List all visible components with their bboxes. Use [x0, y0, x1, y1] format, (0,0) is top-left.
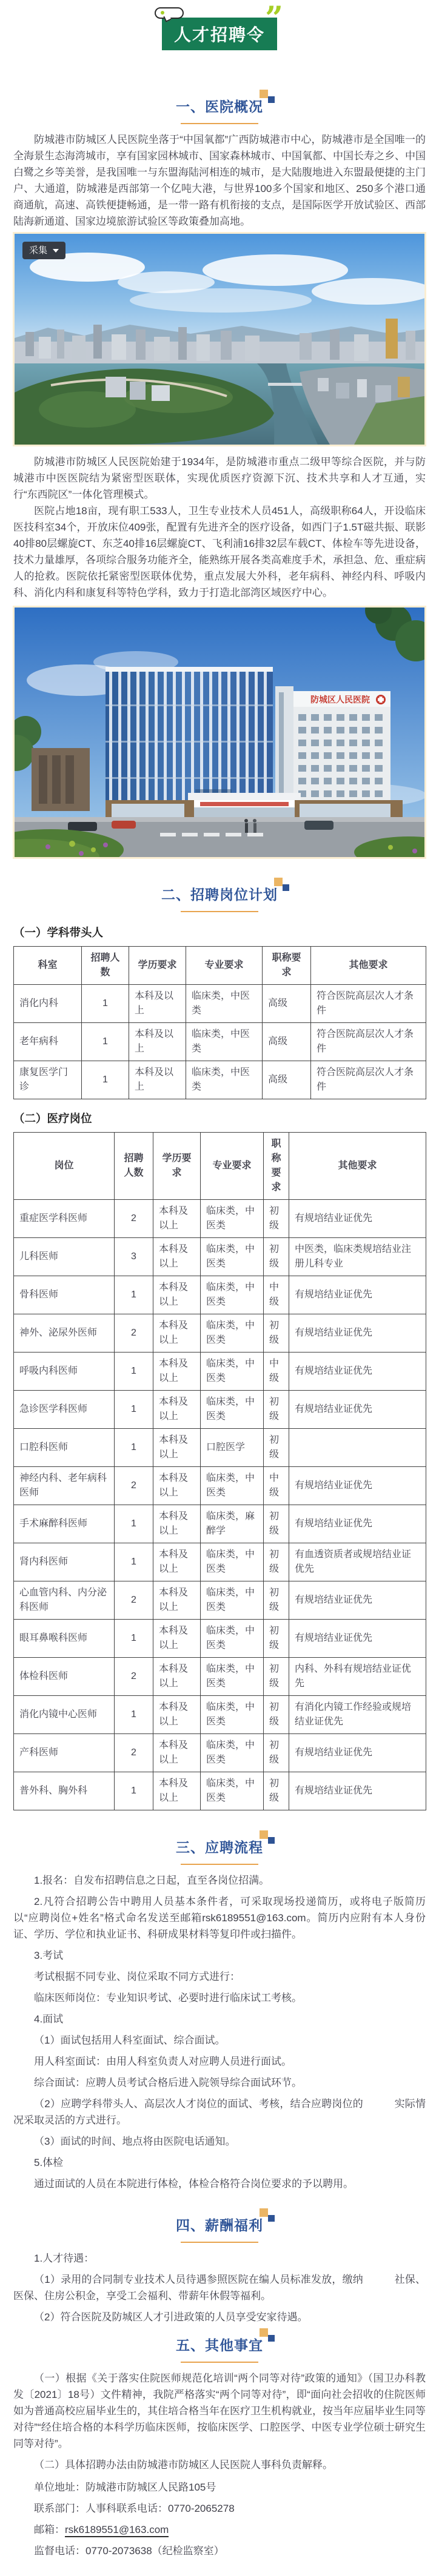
process-item: 综合面试：应聘人员考试合格后进入院领导综合面试环节。 — [34, 2077, 302, 2088]
process-item: 1.报名：自发布招聘信息之日起，直至各岗位招满。 — [34, 1875, 270, 1886]
table-row — [14, 1581, 426, 1620]
column-header: 招聘人数 — [82, 947, 129, 985]
other-item: （一）根据《关于落实住院医师规范化培训“两个同等对待”政策的通知》（国卫办科教发〔2021〕18号）文件精神，我院严格落实“两个同等对待”，即“面向社会招收的住院医师如为普通高校应届毕业生的，其住培合格当年在医疗卫生机构就业，按当年应届毕业生同等对待”“经住培合格的本科学历临床医师，按临床医学、口腔医学、中医专业学位硕士研究生同等对待”。 — [13, 2372, 426, 2449]
column-header: 其他要求 — [289, 1133, 426, 1200]
collect-button[interactable] — [22, 242, 65, 259]
table-cell: 有血透资质者或规培结业证优先 — [289, 1543, 426, 1581]
table-row — [14, 1620, 426, 1658]
hospital-illustration — [15, 608, 424, 857]
other-item: （二）具体招聘办法由防城港市防城区人民医院人事科负责解释。 — [34, 2459, 333, 2471]
table-cell: 本科及以上 — [153, 1353, 201, 1391]
title-underline — [181, 2242, 258, 2243]
section-heading: 四、薪酬福利 — [176, 2217, 263, 2233]
table-cell: 本科及以上 — [153, 1200, 201, 1238]
table-cell: 消化内科 — [14, 985, 82, 1023]
table-cell: 初级 — [264, 1505, 289, 1543]
process-item: 3.考试 — [34, 1950, 64, 1961]
table-row — [14, 1658, 426, 1696]
section-title-positions — [161, 886, 278, 912]
table-cell: 有规培结业证优先 — [289, 1276, 426, 1314]
table-cell: 有规培结业证优先 — [289, 1467, 426, 1505]
title-underline — [181, 1864, 258, 1865]
table-cell: 临床类，中医类 — [201, 1696, 264, 1734]
table-cell: 初级 — [264, 1772, 289, 1810]
table-row — [14, 1314, 426, 1353]
table-cell: 有规培结业证优先 — [289, 1391, 426, 1429]
column-header: 职称要求 — [263, 947, 311, 985]
table-cell: 临床类，中医类 — [201, 1467, 264, 1505]
collect-button-label: 采集 — [29, 245, 48, 256]
city-aerial-illustration — [15, 234, 424, 445]
table-cell: 高级 — [263, 1023, 311, 1061]
table-cell: 有规培结业证优先 — [289, 1505, 426, 1543]
table-cell: 2 — [115, 1581, 153, 1620]
table-row — [14, 1696, 426, 1734]
table-cell: 普外科、胸外科 — [14, 1772, 115, 1810]
leaders-table — [13, 946, 426, 1099]
table-row — [14, 1061, 426, 1099]
process-item: （2）应聘学科带头人、高层次人才岗位的面试、考核，结合应聘岗位的 实际情况采取灵活的方式进行。 — [13, 2098, 426, 2126]
table-row — [14, 1429, 426, 1467]
table-cell: 本科及以上 — [153, 1734, 201, 1772]
deco-gold-square-icon — [260, 2208, 268, 2217]
table-cell: 本科及以上 — [153, 1391, 201, 1429]
table-cell: 临床类，中医类 — [201, 1543, 264, 1581]
table-cell: 本科及以上 — [153, 1658, 201, 1696]
table-cell: 临床类，中医类 — [201, 1200, 264, 1238]
table-cell: 临床类，中医类 — [201, 1658, 264, 1696]
deco-blue-square-icon — [268, 96, 275, 103]
chevron-down-icon — [53, 249, 59, 253]
table-cell: 有规培结业证优先 — [289, 1620, 426, 1658]
subsection-heading-medical: （二）医疗岗位 — [13, 1112, 92, 1125]
table-cell: 1 — [115, 1429, 153, 1467]
table-cell: 本科及以上 — [153, 1276, 201, 1314]
table-cell: 本科及以上 — [129, 985, 186, 1023]
deco-gold-square-icon — [260, 1830, 268, 1839]
table-cell: 初级 — [264, 1200, 289, 1238]
hospital-sign-text: 防城区人民医院 — [310, 695, 370, 704]
table-cell: 本科及以上 — [153, 1772, 201, 1810]
process-item: 用人科室面试：由用人科室负责人对应聘人员进行面试。 — [34, 2056, 292, 2067]
column-header: 专业要求 — [186, 947, 263, 985]
contact-department: 联系部门：人事科联系电话：0770-2065278 — [34, 2503, 235, 2514]
section-heading: 五、其他事宜 — [176, 2337, 263, 2353]
column-header: 职称要求 — [264, 1133, 289, 1200]
column-header: 学历要求 — [153, 1133, 201, 1200]
table-cell: 本科及以上 — [153, 1543, 201, 1581]
table-row — [14, 1353, 426, 1391]
table-cell: 本科及以上 — [153, 1505, 201, 1543]
table-row — [14, 1467, 426, 1505]
table-cell: 1 — [82, 985, 129, 1023]
process-item: 2.凡符合招聘公告中聘用人员基本条件者，可采取现场投递简历，或将电子版简历以“应聘岗位+姓名”格式命名发送至邮箱rsk6189551@163.com。简历内应附有本人身份证、学历、学位和执业证书、科研成果材料等复印件或扫描件。 — [13, 1896, 426, 1940]
table-cell: 1 — [115, 1353, 153, 1391]
process-item: 4.面试 — [34, 2013, 64, 2025]
column-header: 科室 — [14, 947, 82, 985]
table-cell: 有规培结业证优先 — [289, 1314, 426, 1353]
table-cell: 口腔科医师 — [14, 1429, 115, 1467]
table-cell: 2 — [115, 1314, 153, 1353]
table-cell: 本科及以上 — [153, 1467, 201, 1505]
table-cell: 中级 — [264, 1467, 289, 1505]
table-cell: 初级 — [264, 1734, 289, 1772]
column-header: 其他要求 — [311, 947, 426, 985]
table-cell: 符合医院高层次人才条件 — [311, 1061, 426, 1099]
table-cell: 2 — [115, 1658, 153, 1696]
table-row — [14, 1543, 426, 1581]
process-item: 考试根据不同专业、岗位采取不同方式进行： — [34, 1971, 240, 1982]
email-label: 邮箱： — [34, 2524, 65, 2535]
contact-email-line — [13, 2521, 426, 2538]
table-cell: 中级 — [264, 1276, 289, 1314]
table-cell: 临床类，中医类 — [201, 1581, 264, 1620]
table-cell: 高级 — [263, 1061, 311, 1099]
subsection-heading-leaders: （一）学科带头人 — [13, 926, 104, 939]
table-cell: 初级 — [264, 1696, 289, 1734]
process-item: 临床医师岗位：专业知识考试、必要时进行临床试工考核。 — [34, 1992, 302, 2004]
table-cell: 本科及以上 — [153, 1429, 201, 1467]
table-cell: 初级 — [264, 1391, 289, 1429]
table-row — [14, 1238, 426, 1276]
table-cell: 有规培结业证优先 — [289, 1200, 426, 1238]
column-header: 岗位 — [14, 1133, 115, 1200]
title-underline — [181, 123, 258, 124]
title-underline — [181, 911, 258, 912]
table-cell: 急诊医学科医师 — [14, 1391, 115, 1429]
table-cell: 有消化内镜工作经验或规培结业证优先 — [289, 1696, 426, 1734]
table-cell: 眼耳鼻喉科医师 — [14, 1620, 115, 1658]
medical-table — [13, 1132, 426, 1810]
section-title-process — [176, 1838, 263, 1865]
table-cell: 本科及以上 — [153, 1238, 201, 1276]
table-cell: 肾内科医师 — [14, 1543, 115, 1581]
table-cell: 有规培结业证优先 — [289, 1772, 426, 1810]
table-cell: 中级 — [264, 1353, 289, 1391]
table-cell: 临床类，中医类 — [201, 1391, 264, 1429]
table-cell: 1 — [115, 1543, 153, 1581]
process-item: 通过面试的人员在本院进行体检，体检合格符合岗位要求的予以聘用。 — [34, 2178, 354, 2190]
table-cell: 1 — [115, 1772, 153, 1810]
table-cell: 3 — [115, 1238, 153, 1276]
process-item: 5.体检 — [34, 2157, 64, 2168]
table-cell: 神外、泌尿外医师 — [14, 1314, 115, 1353]
table-cell: 体检科医师 — [14, 1658, 115, 1696]
table-cell: 临床类，中医类 — [201, 1276, 264, 1314]
table-cell: 本科及以上 — [129, 1023, 186, 1061]
table-cell: 高级 — [263, 985, 311, 1023]
table-cell: 临床类，中医类 — [186, 1061, 263, 1099]
column-header: 专业要求 — [201, 1133, 264, 1200]
table-cell: 老年病科 — [14, 1023, 82, 1061]
table-cell: 临床类，中医类 — [201, 1314, 264, 1353]
banner — [162, 18, 277, 50]
table-cell: 有规培结业证优先 — [289, 1581, 426, 1620]
table-cell: 临床类，中医类 — [186, 1023, 263, 1061]
table-cell: 有规培结业证优先 — [289, 1734, 426, 1772]
table-cell: 初级 — [264, 1658, 289, 1696]
section-heading: 一、医院概况 — [176, 99, 263, 114]
photo-hospital-building — [13, 606, 426, 859]
table-cell: 1 — [82, 1023, 129, 1061]
table-row — [14, 1505, 426, 1543]
table-cell: 临床类，中医类 — [186, 985, 263, 1023]
table-cell: 康复医学门诊 — [14, 1061, 82, 1099]
deco-gold-square-icon — [260, 2328, 268, 2337]
salary-item: （2）符合医院及防城区人才引进政策的人员享受安家待遇。 — [34, 2311, 308, 2323]
title-underline — [181, 2362, 258, 2363]
table-cell: 本科及以上 — [153, 1314, 201, 1353]
table-cell: 本科及以上 — [153, 1696, 201, 1734]
page-title: 人才招聘令 — [173, 25, 265, 44]
table-row — [14, 1276, 426, 1314]
section-heading: 二、招聘岗位计划 — [161, 887, 278, 902]
table-cell: 临床类，中医类 — [201, 1353, 264, 1391]
salary-item: （1）录用的合同制专业技术人员待遇参照医院在编人员标准发放，缴纳 社保、医保、住房公积金，享受工会福利、带薪年休假等福利。 — [13, 2274, 426, 2302]
table-row — [14, 1200, 426, 1238]
table-cell: 有规培结业证优先 — [289, 1353, 426, 1391]
contact-supervision: 监督电话：0770-2073638（纪检监察室） — [34, 2545, 224, 2557]
table-cell: 2 — [115, 1467, 153, 1505]
deco-gold-square-icon — [260, 90, 268, 98]
table-cell: 产科医师 — [14, 1734, 115, 1772]
column-header: 学历要求 — [129, 947, 186, 985]
table-cell: 初级 — [264, 1581, 289, 1620]
section-title-overview — [176, 98, 263, 124]
table-cell: 初级 — [264, 1620, 289, 1658]
deco-blue-square-icon — [268, 2335, 275, 2342]
table-cell: 初级 — [264, 1238, 289, 1276]
section-title-salary — [176, 2216, 263, 2243]
table-cell: 1 — [115, 1696, 153, 1734]
table-cell: 呼吸内科医师 — [14, 1353, 115, 1391]
table-cell: 临床类，中医类 — [201, 1620, 264, 1658]
table-cell: 符合医院高层次人才条件 — [311, 1023, 426, 1061]
table-cell: 初级 — [264, 1429, 289, 1467]
table-cell: 1 — [115, 1505, 153, 1543]
table-cell — [289, 1429, 426, 1467]
table-cell: 神经内科、老年病科医师 — [14, 1467, 115, 1505]
table-cell: 2 — [115, 1734, 153, 1772]
table-cell: 1 — [82, 1061, 129, 1099]
table-cell: 本科及以上 — [129, 1061, 186, 1099]
table-cell: 本科及以上 — [153, 1620, 201, 1658]
table-cell: 消化内镜中心医师 — [14, 1696, 115, 1734]
table-cell: 内科、外科有规培结业证优先 — [289, 1658, 426, 1696]
table-row — [14, 1391, 426, 1429]
deco-blue-square-icon — [268, 1837, 275, 1844]
table-cell: 1 — [115, 1276, 153, 1314]
deco-gold-square-icon — [274, 878, 283, 886]
table-row — [14, 1772, 426, 1810]
overview-paragraph: 医院占地18亩，现有职工533人，卫生专业技术人员451人，高级职称64人，开设临床医技科室34个，开放床位409张，配置有先进齐全的医疗设备，如西门子1.5T磁共振、联影40排80层螺旋CT、东芝40排16层螺旋CT、飞利浦16排32层车载CT、体检车等先进设备，技术力量雄厚，各项综合服务功能齐全，能熟练开展各类高难度手术，承担急、危、重症病人的抢救。医院依托紧密型医联体优势，重点发展大外科，老年病科、神经内科、呼吸内科、消化内科和康复科等特色学科，致力于打造北部湾区域医疗中心。 — [13, 505, 426, 598]
banner-box — [162, 18, 277, 50]
table-row — [14, 985, 426, 1023]
salary-item: 1.人才待遇： — [34, 2253, 95, 2264]
table-cell: 符合医院高层次人才条件 — [311, 985, 426, 1023]
process-item: （1）面试包括用人科室面试、综合面试。 — [34, 2035, 226, 2046]
table-cell: 中医类，临床类规培结业注册儿科专业 — [289, 1238, 426, 1276]
table-cell: 心血管内科、内分泌科医师 — [14, 1581, 115, 1620]
bubble-dot-icon — [161, 11, 164, 15]
table-row — [14, 1023, 426, 1061]
table-cell: 临床类，中医类 — [201, 1734, 264, 1772]
photo-city-aerial — [13, 232, 426, 446]
contact-address: 单位地址：防城港市防城区人民路105号 — [34, 2482, 216, 2493]
table-cell: 初级 — [264, 1543, 289, 1581]
table-cell: 临床类，中医类 — [201, 1238, 264, 1276]
table-cell: 初级 — [264, 1314, 289, 1353]
table-cell: 口腔医学 — [201, 1429, 264, 1467]
email-link[interactable]: rsk6189551@163.com — [65, 2524, 169, 2537]
table-cell: 1 — [115, 1620, 153, 1658]
table-cell: 临床类，中医类 — [201, 1772, 264, 1810]
process-item: （3）面试的时间、地点将由医院电话通知。 — [34, 2136, 236, 2147]
speech-bubble-icon — [155, 7, 184, 19]
deco-blue-square-icon — [283, 884, 289, 891]
overview-paragraph: 防城港市防城区人民医院始建于1934年，是防城港市重点二级甲等综合医院，并与防城港市中医医院结为紧密型医联体，实现优质医疗资源下沉、技术共享和人才互通，实行“东西院区”一体化管理模式。 — [13, 456, 426, 500]
section-title-other — [176, 2336, 263, 2363]
quote-icon — [265, 3, 283, 35]
table-row — [14, 1734, 426, 1772]
table-cell: 手术麻醉科医师 — [14, 1505, 115, 1543]
table-cell: 本科及以上 — [153, 1581, 201, 1620]
overview-paragraph: 防城港市防城区人民医院坐落于“中国氧都”广西防城港市中心，防城港市是全国唯一的全海景生态海湾城市，享有国家园林城市、国家森林城市、中国氧都、中国长寿之乡、中国白鹭之乡等美誉，是我国唯一与东盟海陆河相连的城市，是大陆腹地进入东盟最便捷的主门户、大通道，防城港是西部第一个亿吨大港，与世界100多个国家和地区、250多个港口通商通航，高速、高铁便捷畅通，是一带一路有机衔接的支点，是国际医学开放试验区、西部陆海新通道、国家边境旅游试验区等政策叠加高地。 — [13, 134, 426, 227]
table-cell: 重症医学科医师 — [14, 1200, 115, 1238]
table-cell: 2 — [115, 1200, 153, 1238]
table-cell: 1 — [115, 1391, 153, 1429]
table-cell: 儿科医师 — [14, 1238, 115, 1276]
column-header: 招聘人数 — [115, 1133, 153, 1200]
table-cell: 临床类，麻醉学 — [201, 1505, 264, 1543]
table-cell: 骨科医师 — [14, 1276, 115, 1314]
section-heading: 三、应聘流程 — [176, 1839, 263, 1855]
deco-blue-square-icon — [268, 2215, 275, 2222]
